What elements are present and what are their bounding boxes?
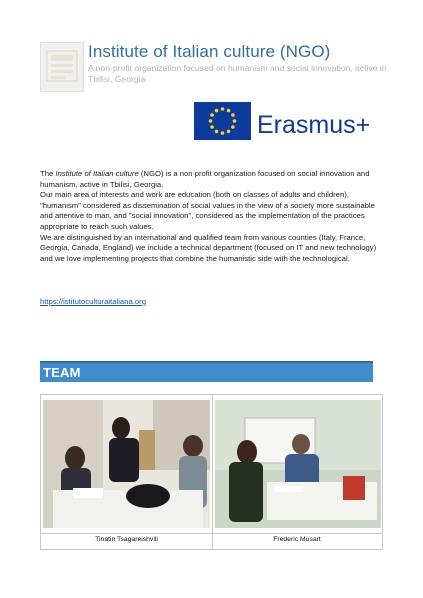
institute-logo — [40, 42, 84, 92]
team-table — [40, 394, 383, 550]
team-member-name-2: Frederic Musart — [273, 536, 321, 543]
page-header — [40, 40, 400, 94]
team-section-header — [40, 361, 373, 382]
team-heading: TEAM — [43, 365, 81, 380]
team-photo-1 — [43, 400, 210, 528]
page-title: Institute of Italian culture (NGO) — [88, 42, 331, 61]
intro-paragraph-2: Our main area of interests and work are education (both on classes of adults and children), "humanism" considered as dissemination of social values in the view of a society more sustainable and attentive to man, and "social innovation", considered as the implementation of the practices appropriate to reach such values. — [40, 190, 375, 231]
team-member-name-1: Tinatin Tsagareishvili — [95, 536, 158, 543]
page-subtitle: A non-profit organization focused on humanism and social innovation, active in Tbilisi, Georgia — [88, 63, 387, 84]
table-divider-horizontal — [41, 533, 382, 534]
intro-text — [40, 169, 385, 264]
erasmus-wordmark: Erasmus+ — [257, 111, 371, 139]
website-link[interactable]: https://istitutoculturaitaliana.org — [40, 297, 146, 306]
intro-paragraph-3: We are distinguished by an international and qualified team from various counties (Italy, France, Georgia, Canada, England) we include a technical department (focused on IT and new technology) and we love implementing projects that combine the humanistic side with the technological. — [40, 232, 377, 263]
team-photo-2 — [215, 400, 381, 528]
erasmus-logo — [194, 102, 384, 142]
table-divider-vertical — [212, 395, 213, 549]
intro-paragraph-1: The Institute of Italian culture (NGO) is a non profit organization focused on social innovation and humanism, active in Tbilisi, Georgia. — [40, 169, 370, 189]
